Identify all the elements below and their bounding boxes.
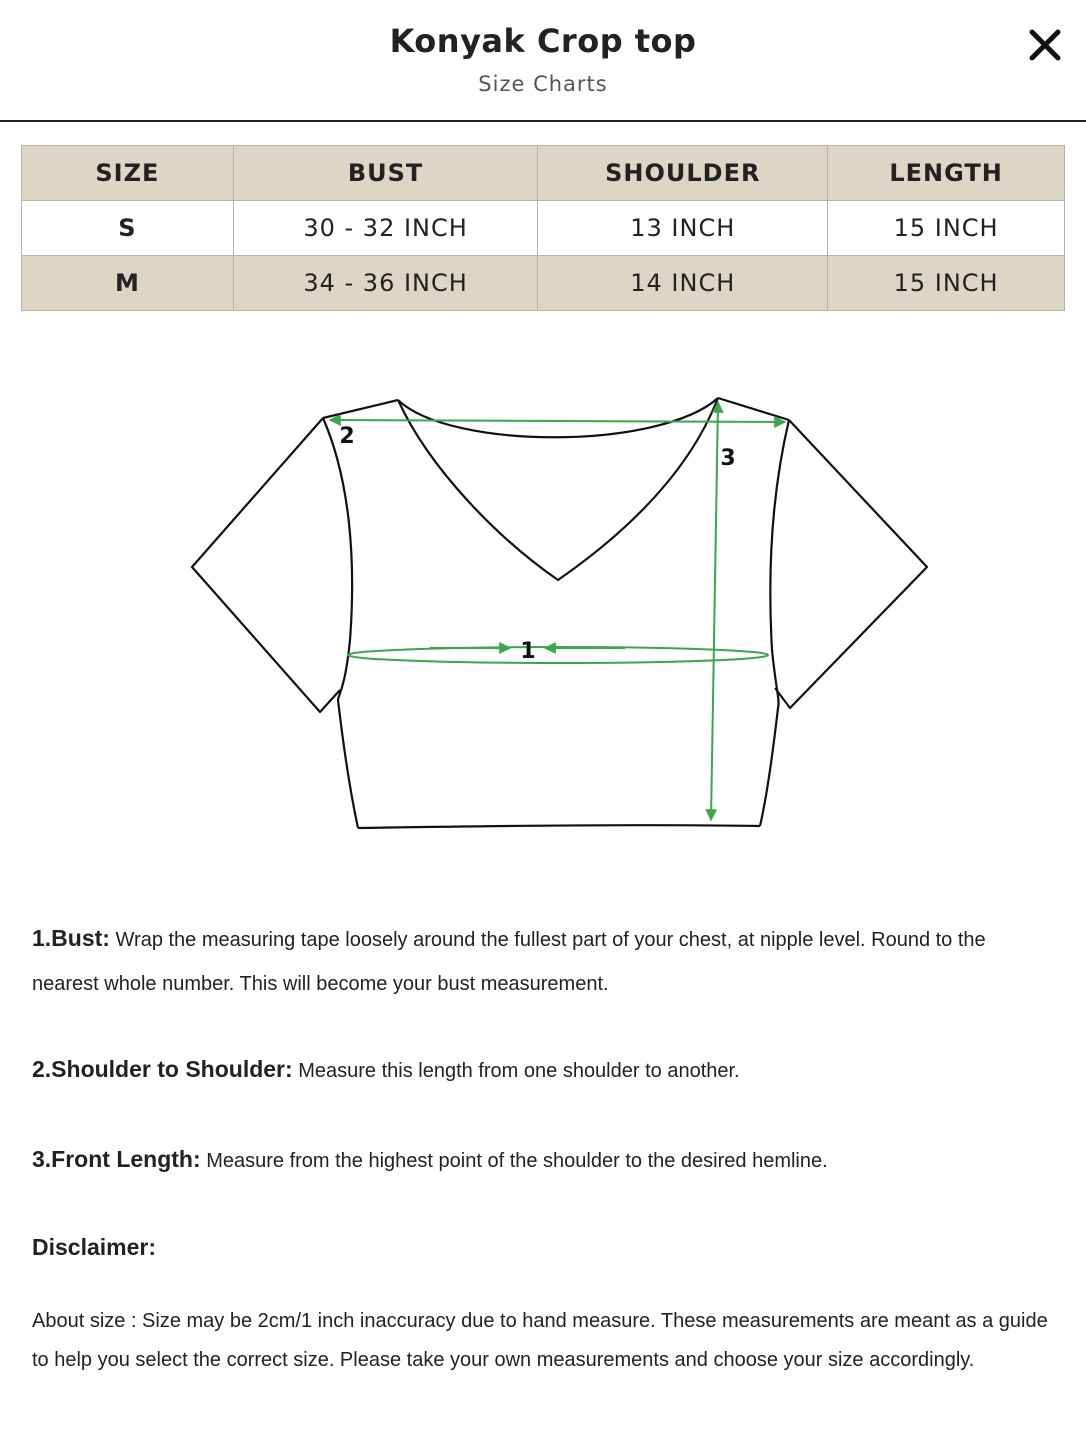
shoulder-measure-label: 2 xyxy=(339,424,355,449)
length-cell: 15 INCH xyxy=(828,256,1065,311)
measurement-guides xyxy=(330,402,785,820)
column-header-length: LENGTH xyxy=(828,146,1065,201)
shoulder-instruction xyxy=(32,1047,1052,1093)
shoulder-cell: 14 INCH xyxy=(538,256,828,311)
shoulder-cell: 13 INCH xyxy=(538,201,828,256)
length-instruction xyxy=(32,1137,1052,1183)
table-row xyxy=(22,201,1065,256)
disclaimer-title: Disclaimer: xyxy=(32,1234,157,1260)
crop-top-diagram xyxy=(0,330,1086,890)
size-table xyxy=(21,145,1065,311)
length-instruction-text: Measure from the highest point of the shoulder to the desired hemline. xyxy=(206,1150,828,1172)
bust-instruction xyxy=(32,916,1052,1006)
close-button[interactable] xyxy=(1026,26,1064,64)
column-header-size: SIZE xyxy=(22,146,234,201)
bust-instruction-label: 1.Bust: xyxy=(32,925,110,951)
column-header-shoulder: SHOULDER xyxy=(538,146,828,201)
shoulder-instruction-text: Measure this length from one shoulder to another. xyxy=(298,1060,740,1082)
bust-measure-label: 1 xyxy=(520,639,536,664)
table-row xyxy=(22,256,1065,311)
page-subtitle: Size Charts xyxy=(478,72,608,96)
length-cell: 15 INCH xyxy=(828,201,1065,256)
page-title: Konyak Crop top xyxy=(389,22,697,60)
crop-top-illustration xyxy=(0,330,1086,890)
size-cell: S xyxy=(22,201,234,256)
size-chart-header xyxy=(0,0,1086,122)
size-cell: M xyxy=(22,256,234,311)
length-instruction-label: 3.Front Length: xyxy=(32,1146,201,1172)
bust-cell: 30 - 32 INCH xyxy=(233,201,538,256)
column-header-bust: BUST xyxy=(233,146,538,201)
disclaimer-text: About size : Size may be 2cm/1 inch inaccuracy due to hand measure. These measurements are meant as a guide to help you select the correct size. Please take your own measurements and choose your size accordingly. xyxy=(32,1310,1048,1371)
shoulder-instruction-label: 2.Shoulder to Shoulder: xyxy=(32,1056,293,1082)
bust-cell: 34 - 36 INCH xyxy=(233,256,538,311)
close-icon[interactable] xyxy=(1026,26,1064,64)
bust-instruction-text: Wrap the measuring tape loosely around the fullest part of your chest, at nipple level. Round to the nearest whole number. This will become your bust measurement. xyxy=(32,929,986,995)
garment-outline xyxy=(192,398,927,828)
table-header-row xyxy=(22,146,1065,201)
length-measure-label: 3 xyxy=(720,446,736,471)
